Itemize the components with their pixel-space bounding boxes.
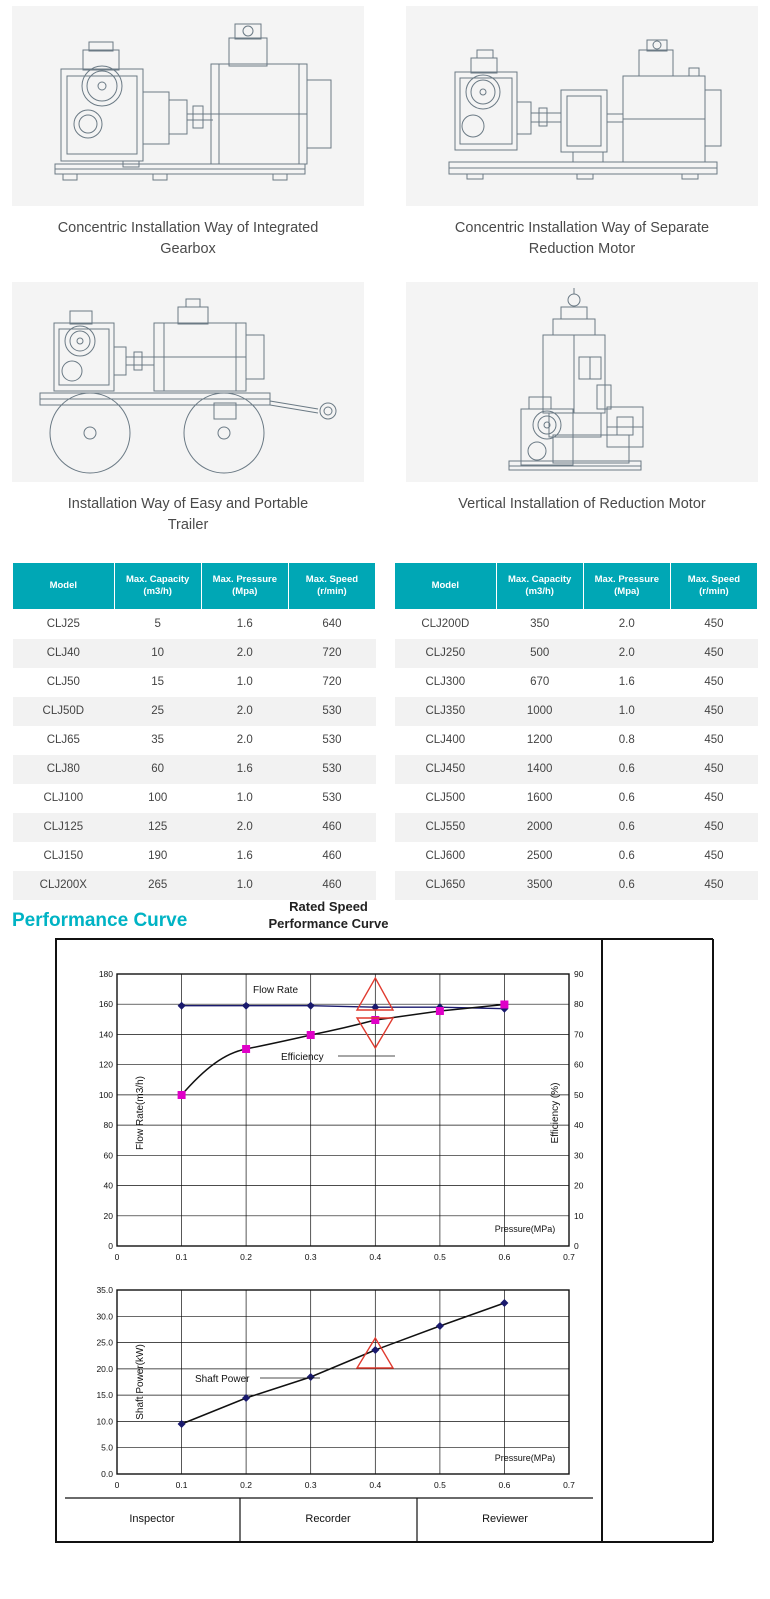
cell-max-speed: 530: [322, 705, 342, 718]
cell-max-speed: 450: [704, 850, 724, 863]
cell-max-speed: 450: [704, 821, 724, 834]
spec-table-head: [395, 563, 758, 610]
cell-model: CLJ25: [46, 618, 80, 631]
cell-max-pressure: 2.0: [618, 618, 635, 631]
cell-max-capacity: 1600: [526, 792, 553, 805]
col-speed-line2: (r/min): [699, 585, 729, 597]
svg-text:30.0: 30.0: [96, 1311, 113, 1322]
svg-text:50: 50: [574, 1089, 584, 1100]
col-max-pressure: [201, 563, 288, 610]
pump-integrated-gearbox-diagram: [33, 14, 343, 199]
spec-table-head: [13, 563, 376, 610]
col-pressure-line1: Max. Pressure: [594, 574, 659, 586]
svg-text:0.4: 0.4: [369, 1251, 382, 1262]
cell-max-pressure: 0.8: [618, 734, 635, 747]
svg-text:0.2: 0.2: [240, 1251, 253, 1262]
svg-text:100: 100: [98, 1089, 113, 1100]
svg-text:Pressure(MPa): Pressure(MPa): [494, 1452, 556, 1463]
col-model-line1: Model: [431, 580, 460, 591]
table-row: [13, 871, 376, 900]
cell-max-speed: 450: [704, 879, 724, 892]
cell-max-pressure: 2.0: [236, 821, 253, 834]
cell-max-speed: 450: [704, 618, 724, 631]
cell-max-pressure: 1.6: [618, 676, 635, 689]
performance-curve-section: [0, 898, 770, 1554]
table-row: [395, 609, 758, 639]
svg-text:60: 60: [103, 1150, 113, 1161]
col-capacity-line1: Max. Capacity: [507, 574, 572, 586]
cell-max-pressure: 0.6: [618, 763, 635, 776]
cell-max-speed: 450: [704, 676, 724, 689]
svg-text:0.1: 0.1: [175, 1251, 188, 1262]
cell-max-capacity: 1000: [526, 705, 553, 718]
table-row: [13, 668, 376, 697]
cell-max-pressure: 1.0: [236, 792, 253, 805]
svg-text:10.0: 10.0: [96, 1416, 113, 1427]
product-image-caption: Concentric Installation Way of Separate Reduction Motor: [454, 220, 710, 258]
specification-tables: [0, 558, 770, 900]
svg-text:0.6: 0.6: [498, 1479, 511, 1490]
pump-portable-trailer-diagram: [28, 285, 348, 480]
spec-table-right-body: [395, 609, 758, 900]
product-image-caption: Vertical Installation of Reduction Motor: [458, 496, 706, 513]
cell-model: CLJ550: [425, 821, 466, 834]
svg-text:30: 30: [574, 1150, 584, 1161]
table-row: [13, 784, 376, 813]
cell-model: CLJ650: [425, 879, 466, 892]
svg-text:60: 60: [574, 1059, 584, 1070]
footer-cell-inspector: Inspector: [129, 1512, 175, 1525]
svg-text:180: 180: [98, 968, 113, 979]
cell-model: CLJ40: [46, 647, 80, 660]
cell-model: CLJ450: [425, 763, 466, 776]
table-row: [395, 813, 758, 842]
cell-max-pressure: 2.0: [236, 734, 253, 747]
pump-vertical-reduction-motor-image[interactable]: [406, 282, 758, 482]
footer-cell-recorder: Recorder: [305, 1512, 351, 1525]
svg-text:35.0: 35.0: [96, 1284, 113, 1295]
table-row: [13, 639, 376, 668]
svg-text:0: 0: [114, 1251, 120, 1262]
svg-text:0.6: 0.6: [498, 1251, 511, 1262]
svg-text:0.3: 0.3: [304, 1479, 317, 1490]
cell-max-pressure: 1.6: [236, 850, 253, 863]
table-row: [13, 755, 376, 784]
cell-max-pressure: 0.6: [618, 879, 635, 892]
cell-max-speed: 460: [322, 879, 342, 892]
col-pressure-line2: (Mpa): [614, 585, 640, 597]
table-row: [395, 668, 758, 697]
svg-text:Shaft Power: Shaft Power: [195, 1373, 250, 1385]
svg-text:0.7: 0.7: [563, 1479, 575, 1490]
table-row: [395, 842, 758, 871]
svg-text:0.3: 0.3: [304, 1251, 317, 1262]
cell-max-speed: 460: [322, 821, 342, 834]
product-image-cell: [12, 6, 364, 282]
cell-model: CLJ500: [425, 792, 466, 805]
svg-text:80: 80: [574, 999, 584, 1010]
cell-model: CLJ125: [43, 821, 84, 834]
pump-integrated-gearbox-image[interactable]: [12, 6, 364, 206]
pump-vertical-reduction-motor-diagram: [457, 285, 707, 480]
cell-max-pressure: 0.6: [618, 792, 635, 805]
svg-text:Pressure(MPa): Pressure(MPa): [494, 1223, 556, 1234]
cell-max-capacity: 670: [530, 676, 550, 689]
table-row: [13, 842, 376, 871]
svg-text:Shaft Power(kW): Shaft Power(kW): [135, 1344, 146, 1420]
cell-model: CLJ200D: [421, 618, 470, 631]
table-row: [395, 697, 758, 726]
svg-text:40: 40: [103, 1180, 113, 1191]
svg-text:70: 70: [574, 1029, 584, 1040]
svg-text:20: 20: [103, 1210, 113, 1221]
svg-text:160: 160: [98, 999, 113, 1010]
cell-max-speed: 450: [704, 763, 724, 776]
cell-model: CLJ250: [425, 647, 466, 660]
cell-max-capacity: 350: [530, 618, 550, 631]
curve-heading-line2: Performance Curve: [268, 916, 389, 932]
cell-max-speed: 530: [322, 763, 342, 776]
col-capacity-line2: (m3/h): [525, 585, 554, 597]
performance-curve-title: Performance Curve: [12, 909, 188, 931]
cell-max-capacity: 100: [148, 792, 168, 805]
spec-table-right: [394, 562, 758, 900]
product-image-grid: [0, 0, 770, 558]
product-image-cell: [406, 6, 758, 282]
cell-max-capacity: 1400: [526, 763, 553, 776]
svg-text:Flow Rate: Flow Rate: [253, 984, 299, 996]
spec-table-left: [12, 562, 376, 900]
svg-text:80: 80: [103, 1119, 113, 1130]
cell-max-speed: 640: [322, 618, 342, 631]
svg-text:140: 140: [98, 1029, 113, 1040]
svg-text:0.1: 0.1: [175, 1479, 188, 1490]
pump-portable-trailer-image[interactable]: [12, 282, 364, 482]
svg-text:0.2: 0.2: [240, 1479, 253, 1490]
col-max-capacity: [114, 563, 201, 610]
cell-model: CLJ350: [425, 705, 466, 718]
col-max-speed: [670, 563, 757, 610]
col-capacity-line2: (m3/h): [143, 585, 172, 597]
cell-max-speed: 450: [704, 792, 724, 805]
svg-text:0.7: 0.7: [563, 1251, 575, 1262]
svg-text:15.0: 15.0: [96, 1389, 113, 1400]
table-row: [395, 871, 758, 900]
svg-text:120: 120: [98, 1059, 113, 1070]
cell-max-speed: 450: [704, 705, 724, 718]
curve-heading: [55, 898, 602, 933]
svg-text:20.0: 20.0: [96, 1363, 113, 1374]
cell-model: CLJ100: [43, 792, 84, 805]
cell-model: CLJ80: [46, 763, 80, 776]
cell-max-capacity: 2000: [526, 821, 553, 834]
cell-model: CLJ200X: [39, 879, 87, 892]
cell-max-capacity: 190: [148, 850, 168, 863]
svg-text:90: 90: [574, 968, 584, 979]
cell-max-pressure: 2.0: [236, 647, 253, 660]
col-capacity-line1: Max. Capacity: [125, 574, 190, 586]
cell-max-pressure: 2.0: [236, 705, 253, 718]
svg-text:40: 40: [574, 1119, 584, 1130]
cell-max-capacity: 1200: [526, 734, 553, 747]
cell-max-capacity: 125: [148, 821, 168, 834]
col-model: [13, 563, 115, 610]
col-pressure-line2: (Mpa): [232, 585, 258, 597]
cell-model: CLJ600: [425, 850, 466, 863]
table-row: [13, 609, 376, 639]
table-row: [13, 726, 376, 755]
product-image-caption: Concentric Installation Way of Integrated Gearbox: [57, 220, 319, 258]
curve-heading-line1: Rated Speed: [289, 898, 368, 914]
svg-text:Efficiency: Efficiency: [281, 1051, 324, 1063]
cell-max-capacity: 3500: [526, 879, 553, 892]
svg-text:10: 10: [574, 1210, 584, 1221]
svg-text:0: 0: [108, 1240, 113, 1251]
table-header-row: [395, 563, 758, 610]
cell-model: CLJ150: [43, 850, 84, 863]
col-max-speed: [288, 563, 375, 610]
cell-max-pressure: 1.0: [236, 879, 253, 892]
table-header-row: [13, 563, 376, 610]
col-max-pressure: [583, 563, 670, 610]
svg-text:0: 0: [114, 1479, 120, 1490]
cell-model: CLJ50D: [42, 705, 85, 718]
cell-max-speed: 530: [322, 792, 342, 805]
svg-text:Flow Rate(m3/h): Flow Rate(m3/h): [135, 1075, 146, 1150]
col-pressure-line1: Max. Pressure: [212, 574, 277, 586]
col-speed-line2: (r/min): [317, 585, 347, 597]
cell-max-capacity: 265: [148, 879, 168, 892]
svg-text:0.5: 0.5: [433, 1479, 446, 1490]
svg-text:20: 20: [574, 1180, 584, 1191]
col-model-line1: Model: [49, 580, 78, 591]
cell-model: CLJ50: [46, 676, 80, 689]
pump-separate-reduction-motor-image[interactable]: [406, 6, 758, 206]
cell-max-speed: 720: [322, 676, 342, 689]
cell-max-capacity: 5: [154, 618, 161, 631]
svg-text:0.0: 0.0: [101, 1468, 113, 1479]
cell-model: CLJ65: [46, 734, 80, 747]
cell-max-capacity: 2500: [526, 850, 553, 863]
col-speed-line1: Max. Speed: [687, 574, 741, 586]
product-image-cell: [406, 282, 758, 558]
svg-text:25.0: 25.0: [96, 1337, 113, 1348]
cell-max-speed: 450: [704, 734, 724, 747]
col-max-capacity: [496, 563, 583, 610]
spec-table-left-body: [13, 609, 376, 900]
product-image-cell: [12, 282, 364, 558]
cell-max-pressure: 2.0: [618, 647, 635, 660]
cell-max-capacity: 10: [151, 647, 165, 660]
cell-model: CLJ400: [425, 734, 466, 747]
svg-text:0.5: 0.5: [433, 1251, 446, 1262]
cell-max-pressure: 1.6: [236, 763, 253, 776]
cell-max-pressure: 0.6: [618, 850, 635, 863]
cell-max-capacity: 500: [530, 647, 550, 660]
cell-max-speed: 720: [322, 647, 342, 660]
cell-max-speed: 450: [704, 647, 724, 660]
table-row: [13, 697, 376, 726]
cell-max-capacity: 60: [151, 763, 165, 776]
cell-max-speed: 460: [322, 850, 342, 863]
performance-curve-chart: [55, 898, 715, 1548]
table-row: [395, 784, 758, 813]
svg-text:0: 0: [574, 1240, 579, 1251]
svg-text:Efficiency (%): Efficiency (%): [550, 1082, 561, 1144]
table-row: [395, 726, 758, 755]
product-image-caption: Installation Way of Easy and Portable Trailer: [67, 496, 309, 534]
svg-text:5.0: 5.0: [101, 1442, 113, 1453]
cell-model: CLJ300: [425, 676, 466, 689]
performance-curve-svg: [55, 938, 715, 1543]
cell-max-pressure: 1.6: [236, 618, 253, 631]
cell-max-capacity: 35: [151, 734, 165, 747]
cell-max-pressure: 0.6: [618, 821, 635, 834]
cell-max-pressure: 1.0: [618, 705, 635, 718]
table-row: [395, 755, 758, 784]
cell-max-capacity: 25: [151, 705, 165, 718]
table-row: [395, 639, 758, 668]
pump-separate-reduction-motor-diagram: [427, 14, 737, 199]
cell-max-speed: 530: [322, 734, 342, 747]
footer-cell-reviewer: Reviewer: [482, 1512, 528, 1525]
svg-text:0.4: 0.4: [369, 1479, 382, 1490]
cell-max-capacity: 15: [151, 676, 165, 689]
col-speed-line1: Max. Speed: [305, 574, 359, 586]
table-row: [13, 813, 376, 842]
col-model: [395, 563, 497, 610]
cell-max-pressure: 1.0: [236, 676, 253, 689]
